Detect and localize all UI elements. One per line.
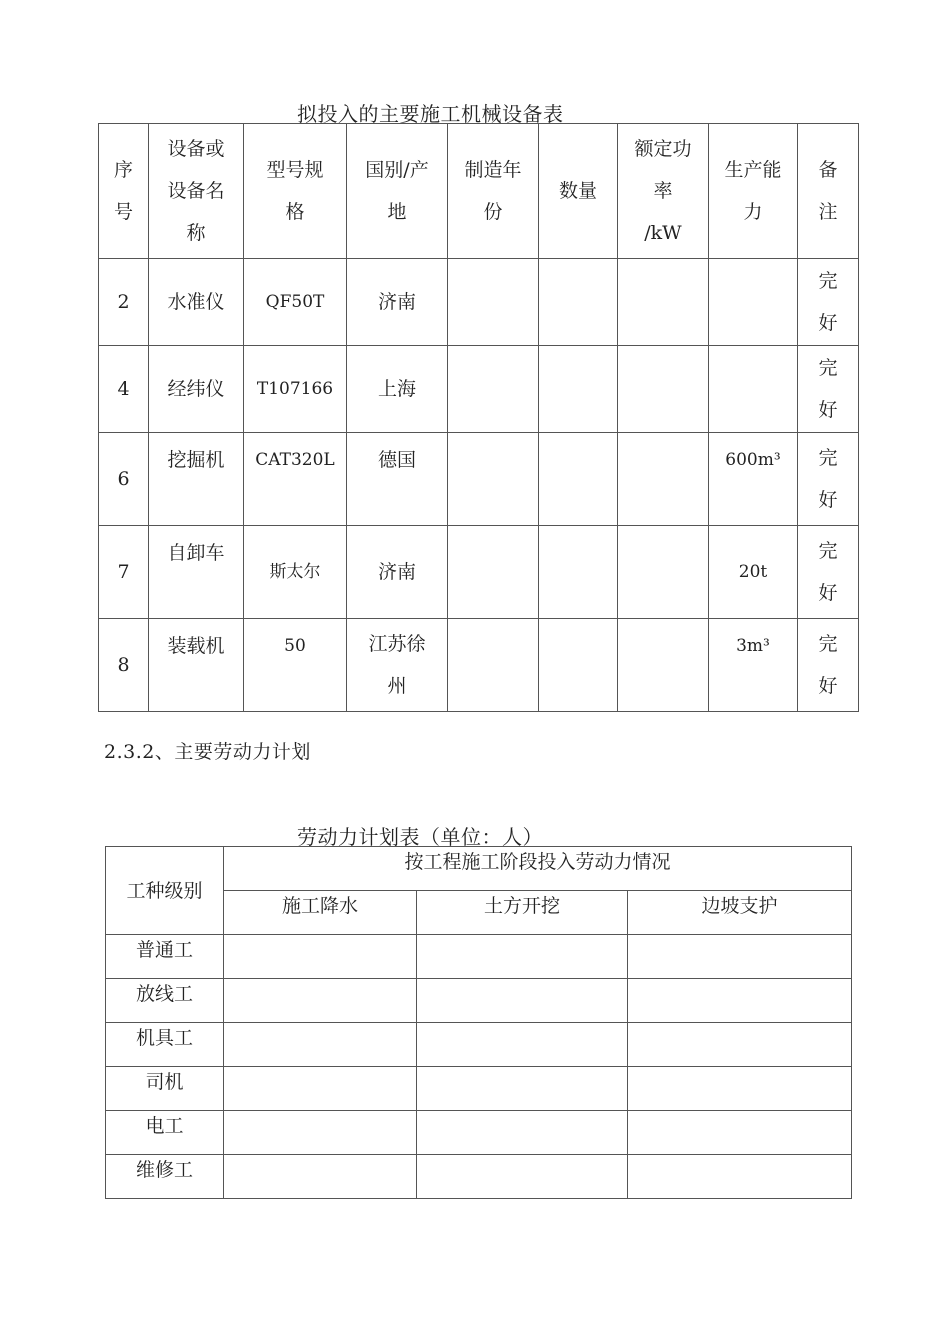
row-number: 8 [99,619,149,712]
equipment-model: CAT320L [244,433,347,526]
quantity [539,346,618,433]
labor-count-cell [628,1111,852,1155]
equipment-origin: 德国 [347,433,448,526]
header-cell: 生产能 力 [709,124,798,259]
header-cell: 制造年 份 [448,124,539,259]
capacity: 3m³ [709,619,798,712]
capacity [709,259,798,346]
quantity [539,259,618,346]
trade-name: 放线工 [106,979,224,1023]
manufacture-year [448,526,539,619]
labor-row [106,1111,852,1155]
header-cell: 国别/产 地 [347,124,448,259]
capacity: 600m³ [709,433,798,526]
rated-power [618,346,709,433]
capacity: 20t [709,526,798,619]
labor-count-cell [224,979,417,1023]
labor-count-cell [628,935,852,979]
labor-header-row-1 [106,847,852,891]
manufacture-year [448,619,539,712]
labor-count-cell [417,1111,628,1155]
equipment-table [98,123,859,712]
labor-count-cell [224,1111,417,1155]
equipment-name: 水准仪 [149,259,244,346]
note: 完 好 [798,526,859,619]
labor-count-cell [224,1023,417,1067]
equipment-origin: 江苏徐 州 [347,619,448,712]
header-cell: 备 注 [798,124,859,259]
trade-name: 机具工 [106,1023,224,1067]
trade-name: 司机 [106,1067,224,1111]
row-number: 4 [99,346,149,433]
section-heading: 2.3.2、主要劳动力计划 [104,741,311,763]
header-cell: 序 号 [99,124,149,259]
quantity [539,619,618,712]
labor-count-cell [417,935,628,979]
header-cell: 型号规 格 [244,124,347,259]
labor-count-cell [628,1155,852,1199]
note: 完 好 [798,259,859,346]
labor-table-title: 劳动力计划表（单位：人） [297,825,543,849]
labor-count-cell [417,979,628,1023]
labor-row [106,1067,852,1111]
labor-count-cell [224,1067,417,1111]
labor-row [106,935,852,979]
labor-count-cell [224,935,417,979]
labor-count-cell [417,1067,628,1111]
rated-power [618,433,709,526]
equipment-row [99,526,859,619]
equipment-table-title: 拟投入的主要施工机械设备表 [297,102,564,126]
equipment-origin: 上海 [347,346,448,433]
labor-row [106,1023,852,1067]
manufacture-year [448,259,539,346]
equipment-name: 挖掘机 [149,433,244,526]
trade-name: 维修工 [106,1155,224,1199]
row-number: 2 [99,259,149,346]
phase-header: 施工降水 [224,891,417,935]
row-number: 6 [99,433,149,526]
labor-count-cell [628,1067,852,1111]
labor-table [105,846,852,1199]
note: 完 好 [798,346,859,433]
phase-header: 土方开挖 [417,891,628,935]
equipment-row [99,259,859,346]
equipment-model: QF50T [244,259,347,346]
labor-count-cell [628,1023,852,1067]
labor-row [106,979,852,1023]
labor-count-cell [417,1023,628,1067]
labor-count-cell [628,979,852,1023]
equipment-header-row [99,124,859,259]
note: 完 好 [798,619,859,712]
labor-count-cell [224,1155,417,1199]
rated-power [618,619,709,712]
rated-power [618,526,709,619]
trade-name: 电工 [106,1111,224,1155]
header-cell: 数量 [539,124,618,259]
equipment-origin: 济南 [347,259,448,346]
equipment-model: 50 [244,619,347,712]
quantity [539,433,618,526]
phase-header: 边坡支护 [628,891,852,935]
manufacture-year [448,433,539,526]
note: 完 好 [798,433,859,526]
trade-name: 普通工 [106,935,224,979]
labor-count-cell [417,1155,628,1199]
equipment-row [99,619,859,712]
equipment-name: 经纬仪 [149,346,244,433]
manufacture-year [448,346,539,433]
equipment-origin: 济南 [347,526,448,619]
equipment-name: 自卸车 [149,526,244,619]
equipment-model: T107166 [244,346,347,433]
phase-group-header: 按工程施工阶段投入劳动力情况 [224,847,852,891]
trade-header: 工种级别 [106,847,224,935]
row-number: 7 [99,526,149,619]
equipment-row [99,433,859,526]
header-cell: 设备或 设备名 称 [149,124,244,259]
capacity [709,346,798,433]
equipment-model: 斯太尔 [244,526,347,619]
quantity [539,526,618,619]
labor-row [106,1155,852,1199]
equipment-name: 装载机 [149,619,244,712]
header-cell: 额定功 率 /kW [618,124,709,259]
rated-power [618,259,709,346]
equipment-row [99,346,859,433]
